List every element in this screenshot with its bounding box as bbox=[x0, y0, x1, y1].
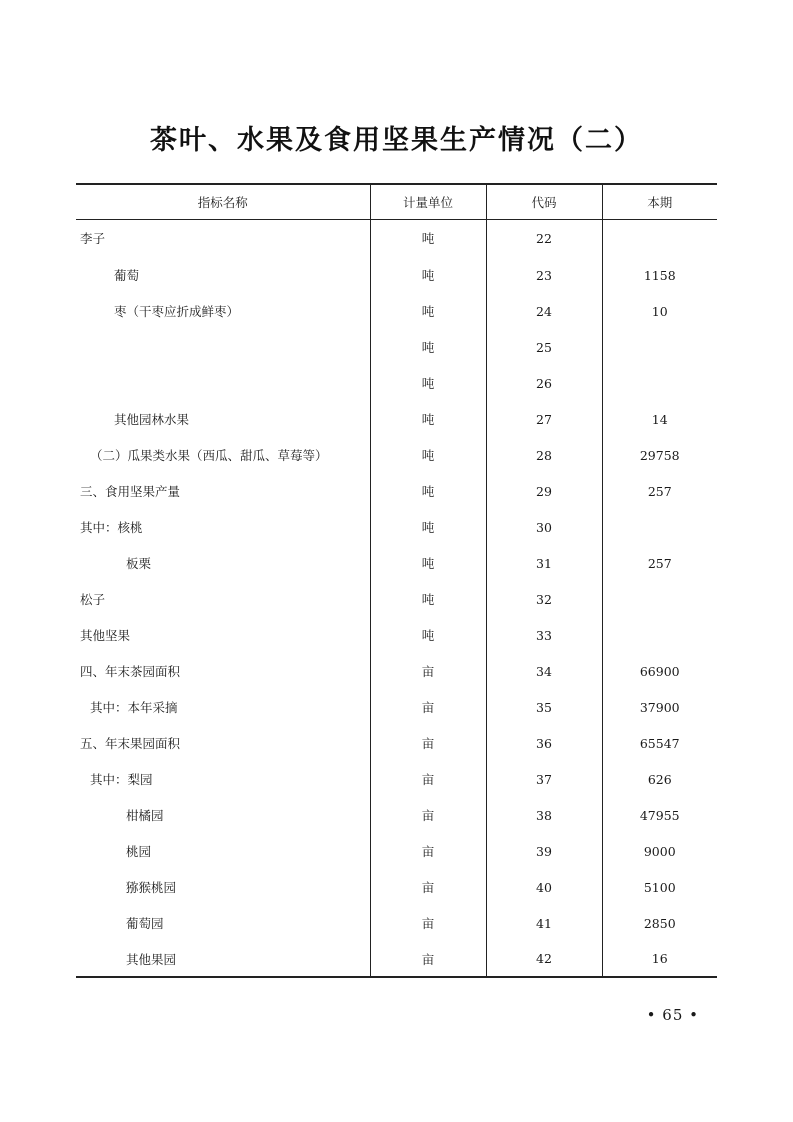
row-unit: 亩 bbox=[370, 653, 486, 689]
row-indicator-name: 松子 bbox=[80, 592, 106, 607]
row-value bbox=[602, 617, 717, 653]
row-value bbox=[602, 509, 717, 545]
row-code: 31 bbox=[486, 545, 602, 581]
row-value: 2850 bbox=[602, 905, 717, 941]
table-row bbox=[76, 437, 717, 473]
row-code: 34 bbox=[486, 653, 602, 689]
row-unit: 吨 bbox=[370, 329, 486, 365]
row-unit: 吨 bbox=[370, 545, 486, 581]
row-indicator-name: 五、年末果园面积 bbox=[80, 736, 181, 751]
table-row bbox=[76, 689, 717, 725]
row-unit: 吨 bbox=[370, 581, 486, 617]
row-indicator-name: 猕猴桃园 bbox=[126, 880, 177, 895]
row-unit: 吨 bbox=[370, 257, 486, 293]
row-indicator-name bbox=[76, 365, 370, 401]
row-indicator-name: 其中：梨园 bbox=[90, 772, 153, 787]
table-row bbox=[76, 545, 717, 581]
row-unit: 亩 bbox=[370, 761, 486, 797]
table-row bbox=[76, 401, 717, 437]
table-row bbox=[76, 617, 717, 653]
row-unit: 亩 bbox=[370, 869, 486, 905]
row-unit: 亩 bbox=[370, 941, 486, 977]
row-unit: 吨 bbox=[370, 617, 486, 653]
row-unit: 亩 bbox=[370, 689, 486, 725]
row-value: 9000 bbox=[602, 833, 717, 869]
row-value: 47955 bbox=[602, 797, 717, 833]
row-unit: 亩 bbox=[370, 797, 486, 833]
header-code: 代码 bbox=[486, 184, 602, 219]
row-value bbox=[602, 581, 717, 617]
row-value bbox=[602, 329, 717, 365]
table-row bbox=[76, 257, 717, 293]
row-code: 23 bbox=[486, 257, 602, 293]
row-unit: 吨 bbox=[370, 293, 486, 329]
row-code: 38 bbox=[486, 797, 602, 833]
row-code: 30 bbox=[486, 509, 602, 545]
row-unit: 吨 bbox=[370, 509, 486, 545]
row-value: 257 bbox=[602, 545, 717, 581]
table-row bbox=[76, 905, 717, 941]
row-code: 41 bbox=[486, 905, 602, 941]
row-code: 35 bbox=[486, 689, 602, 725]
row-value: 5100 bbox=[602, 869, 717, 905]
row-unit: 吨 bbox=[370, 365, 486, 401]
table-row bbox=[76, 293, 717, 329]
table-row bbox=[76, 365, 717, 401]
row-value: 10 bbox=[602, 293, 717, 329]
row-unit: 吨 bbox=[370, 473, 486, 509]
statistics-table bbox=[76, 183, 717, 978]
row-indicator-name: 其他园林水果 bbox=[114, 412, 190, 427]
row-code: 22 bbox=[486, 219, 602, 257]
table-row bbox=[76, 941, 717, 977]
row-unit: 亩 bbox=[370, 905, 486, 941]
row-unit: 吨 bbox=[370, 219, 486, 257]
table-row bbox=[76, 869, 717, 905]
row-indicator-name: 葡萄园 bbox=[126, 916, 164, 931]
table-row bbox=[76, 797, 717, 833]
row-indicator-name: 枣（干枣应折成鲜枣） bbox=[114, 304, 240, 319]
row-indicator-name: 四、年末茶园面积 bbox=[80, 664, 181, 679]
table-row bbox=[76, 833, 717, 869]
row-indicator-name: 葡萄 bbox=[114, 268, 140, 283]
row-code: 29 bbox=[486, 473, 602, 509]
row-value: 626 bbox=[602, 761, 717, 797]
row-code: 24 bbox=[486, 293, 602, 329]
table-row bbox=[76, 653, 717, 689]
row-indicator-name: 三、食用坚果产量 bbox=[80, 484, 181, 499]
row-unit: 亩 bbox=[370, 833, 486, 869]
table-row bbox=[76, 581, 717, 617]
row-value: 66900 bbox=[602, 653, 717, 689]
table-row bbox=[76, 473, 717, 509]
header-unit: 计量单位 bbox=[370, 184, 486, 219]
row-indicator-name: 其他坚果 bbox=[80, 628, 131, 643]
row-indicator-name: 其中：核桃 bbox=[80, 520, 143, 535]
row-unit: 亩 bbox=[370, 725, 486, 761]
page-number: • 65 • bbox=[646, 1006, 699, 1024]
row-indicator-name: 柑橘园 bbox=[126, 808, 164, 823]
row-value: 14 bbox=[602, 401, 717, 437]
row-unit: 吨 bbox=[370, 401, 486, 437]
row-code: 33 bbox=[486, 617, 602, 653]
row-value: 257 bbox=[602, 473, 717, 509]
row-indicator-name: （二）瓜果类水果（西瓜、甜瓜、草莓等） bbox=[90, 448, 328, 463]
row-indicator-name: 李子 bbox=[80, 231, 106, 247]
row-code: 26 bbox=[486, 365, 602, 401]
row-indicator-name: 板栗 bbox=[126, 556, 152, 571]
table-row bbox=[76, 725, 717, 761]
row-indicator-name: 其中：本年采摘 bbox=[90, 700, 178, 715]
row-value: 16 bbox=[602, 941, 717, 977]
row-value: 1158 bbox=[602, 257, 717, 293]
table-row bbox=[76, 219, 717, 257]
row-code: 40 bbox=[486, 869, 602, 905]
page-title: 茶叶、水果及食用坚果生产情况（二） bbox=[150, 125, 643, 156]
row-value bbox=[602, 365, 717, 401]
row-code: 25 bbox=[486, 329, 602, 365]
row-unit: 吨 bbox=[370, 437, 486, 473]
row-value: 29758 bbox=[602, 437, 717, 473]
row-indicator-name: 其他果园 bbox=[76, 941, 370, 977]
statistics-table-container bbox=[76, 183, 717, 978]
row-code: 42 bbox=[486, 941, 602, 977]
row-code: 36 bbox=[486, 725, 602, 761]
table-row bbox=[76, 509, 717, 545]
row-indicator-name: 桃园 bbox=[126, 844, 152, 859]
row-code: 28 bbox=[486, 437, 602, 473]
row-indicator-name bbox=[76, 329, 370, 365]
row-code: 32 bbox=[486, 581, 602, 617]
table-body bbox=[76, 219, 717, 977]
row-code: 27 bbox=[486, 401, 602, 437]
header-indicator-name: 指标名称 bbox=[76, 184, 370, 219]
row-value: 37900 bbox=[602, 689, 717, 725]
header-current-period: 本期 bbox=[602, 184, 717, 219]
table-row bbox=[76, 329, 717, 365]
row-value bbox=[602, 219, 717, 257]
row-code: 37 bbox=[486, 761, 602, 797]
row-code: 39 bbox=[486, 833, 602, 869]
row-value: 65547 bbox=[602, 725, 717, 761]
table-row bbox=[76, 761, 717, 797]
table-header-row bbox=[76, 184, 717, 219]
